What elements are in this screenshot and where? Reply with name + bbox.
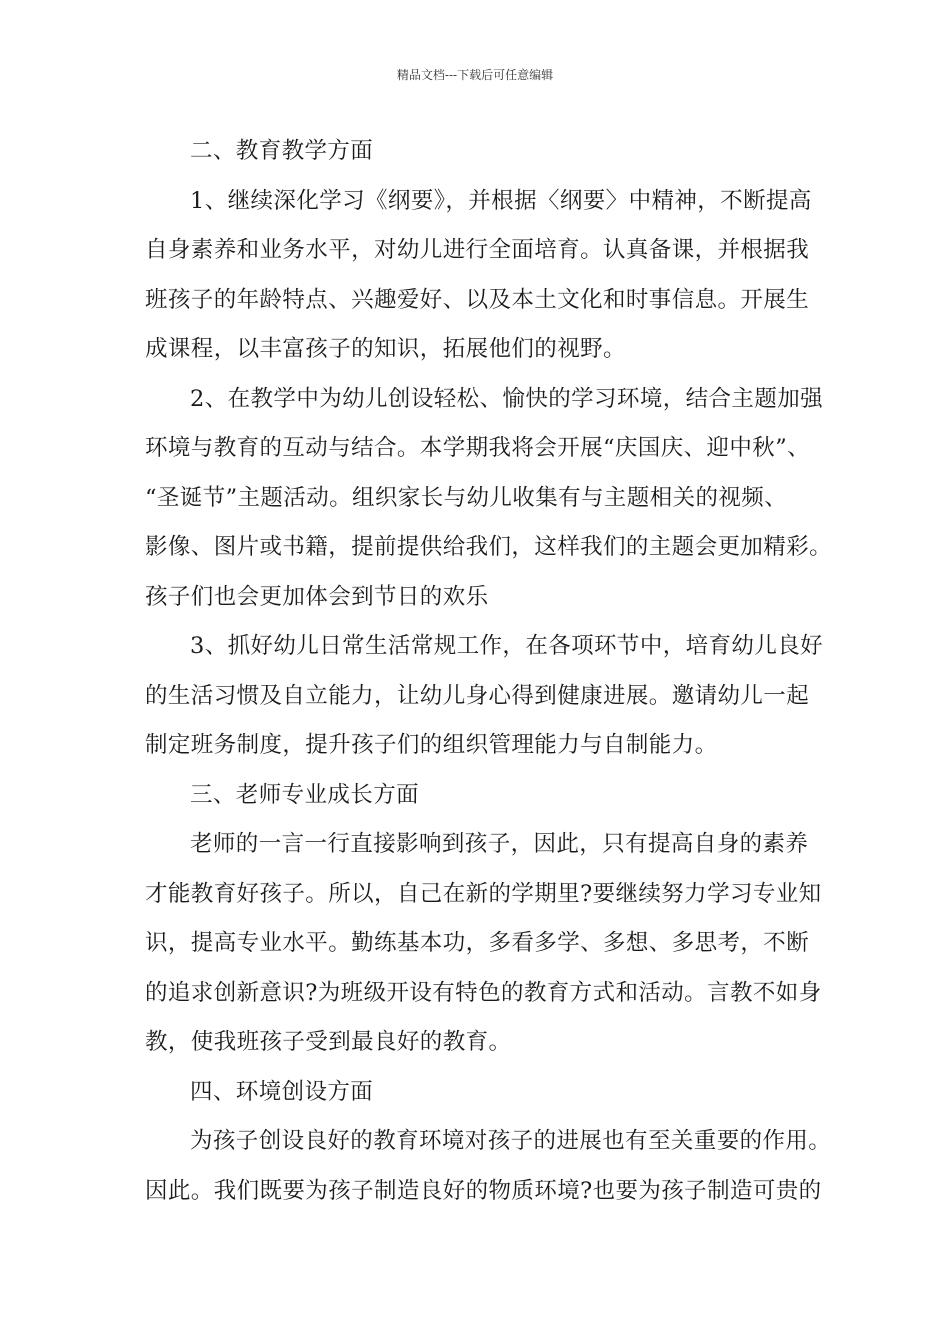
- paragraph-line: 1、继续深化学习《纲要》，并根据〈纲要〉中精神，不断提高: [190, 187, 812, 214]
- paragraph-line: 班孩子的年龄特点、兴趣爱好、以及本土文化和时事信息。开展生: [145, 286, 810, 313]
- paragraph-line: 才能教育好孩子。所以，自己在新的学期里?要继续努力学习专业知: [145, 880, 822, 907]
- paragraph-line: 孩子们也会更加体会到节日的欢乐: [145, 583, 489, 610]
- paragraph-line: “圣诞节”主题活动。组织家长与幼儿收集有与主题相关的视频、: [145, 484, 788, 511]
- section-heading: 四、环境创设方面: [190, 1078, 374, 1105]
- paragraph-line: 因此。我们既要为孩子制造良好的物质环境?也要为孩子制造可贵的: [145, 1177, 822, 1204]
- document-body: [145, 133, 835, 1222]
- paragraph-line: 2、在教学中为幼儿创设轻松、愉快的学习环境，结合主题加强: [190, 385, 824, 412]
- paragraph-line: 自身素养和业务水平，对幼儿进行全面培育。认真备课，并根据我: [145, 237, 810, 263]
- paragraph-line: 教，使我班孩子受到最良好的教育。: [145, 1029, 512, 1055]
- paragraph-line: 影像、图片或书籍，提前提供给我们，这样我们的主题会更加精彩。: [145, 534, 833, 560]
- paragraph-line: 制定班务制度，提升孩子们的组织管理能力与自制能力。: [145, 732, 718, 758]
- paragraph-line: 环境与教育的互动与结合。本学期我将会开展“庆国庆、迎中秋”、: [145, 435, 811, 461]
- section-heading: 二、教育教学方面: [190, 138, 374, 164]
- paragraph-line: 成课程，以丰富孩子的知识，拓展他们的视野。: [145, 336, 626, 362]
- page-header: 精品文档---下载后可任意编辑: [396, 68, 554, 82]
- section-heading: 三、老师专业成长方面: [190, 781, 420, 808]
- paragraph-line: 的生活习惯及自立能力，让幼儿身心得到健康进展。邀请幼儿一起: [145, 682, 810, 709]
- paragraph-line: 为孩子创设良好的教育环境对孩子的进展也有至关重要的作用。: [190, 1128, 832, 1154]
- paragraph-line: 识，提高专业水平。勤练基本功，多看多学、多想、多思考，不断: [145, 930, 810, 956]
- paragraph-line: 3、抓好幼儿日常生活常规工作，在各项环节中，培育幼儿良好: [190, 633, 824, 659]
- paragraph-line: 的追求创新意识?为班级开设有特色的教育方式和活动。言教不如身: [145, 979, 822, 1006]
- paragraph-line: 老师的一言一行直接影响到孩子，因此，只有提高自身的素养: [190, 831, 809, 857]
